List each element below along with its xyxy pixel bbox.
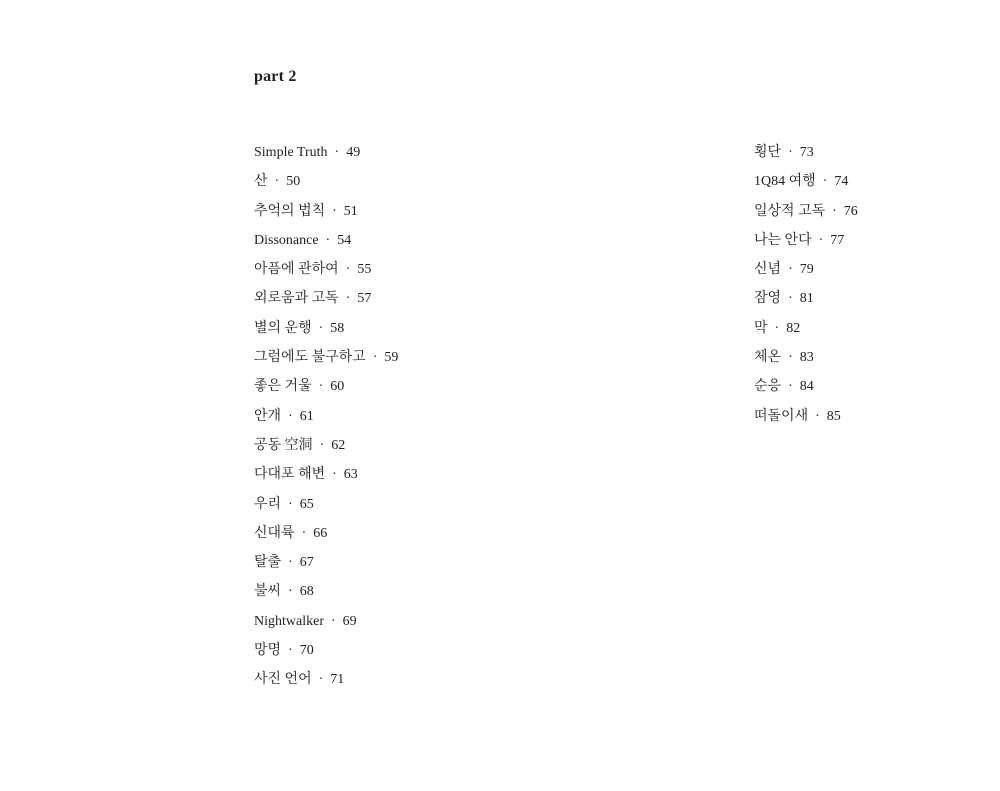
toc-separator: · [288,584,293,600]
toc-entry-title: 아픔에 관하여 [254,262,339,278]
toc-entry-page: 65 [299,496,314,512]
toc-entry-title: Nightwalker [254,613,324,629]
toc-entry-page: 62 [331,437,346,453]
toc-entry [754,289,858,318]
toc-entry [254,670,398,699]
toc-entry-page: 57 [357,291,372,307]
toc-entry [254,319,398,348]
toc-right-column [754,143,858,436]
toc-entry-page: 66 [313,525,328,541]
toc-entry-page: 68 [299,584,314,600]
toc-entry [254,612,398,641]
toc-entry-page: 67 [299,555,314,571]
toc-entry-title: 막 [754,320,768,336]
toc-entry [254,524,398,553]
toc-entry-title: 탈출 [254,555,282,571]
toc-separator: · [774,320,780,336]
toc-entry-title: 외로움과 고독 [254,291,339,307]
toc-separator: · [788,145,793,160]
toc-entry-title: 사진 언어 [254,672,312,688]
toc-entry [754,348,858,377]
toc-entry-title: 우리 [254,496,282,512]
toc-entry-title: 불씨 [254,584,282,600]
toc-separator: · [788,291,793,307]
toc-entry-page: 82 [786,320,801,336]
toc-entry-page: 76 [843,203,858,219]
toc-entry-page: 74 [834,174,849,190]
toc-entry [254,143,398,172]
toc-separator: · [832,203,837,219]
toc-entry [254,436,398,465]
toc-entry [254,202,398,231]
toc-entry-title: 체온 [754,350,782,366]
toc-entry-title: 좋은 거울 [254,379,312,395]
toc-entry-page: 71 [330,672,345,688]
toc-separator: · [318,672,324,688]
toc-entry-title: 공동 空洞 [254,437,313,453]
toc-entry-page: 63 [343,467,358,483]
toc-separator: · [288,555,293,571]
toc-separator: · [788,379,793,395]
toc-separator: · [345,291,351,307]
toc-entry [254,172,398,201]
toc-entry-page: 79 [799,262,814,278]
toc-entry-page: 84 [799,379,814,395]
toc-entry-page: 60 [330,379,345,395]
toc-entry [254,231,398,260]
toc-entry [254,407,398,436]
toc-entry-page: 83 [799,350,814,366]
toc-entry [254,260,398,289]
toc-entry-title: 별의 운행 [254,320,312,336]
toc-entry-page: 49 [346,145,361,160]
toc-separator: · [788,350,793,366]
toc-entry-title: 신대륙 [254,525,295,541]
toc-entry-page: 58 [330,320,345,336]
toc-separator: · [345,262,351,278]
toc-entry [754,319,858,348]
toc-entry-page: 77 [830,232,845,248]
toc-entry [254,553,398,582]
toc-separator: · [325,232,331,248]
toc-separator: · [318,320,324,336]
toc-separator: · [318,379,324,395]
toc-entry [754,407,858,436]
toc-separator: · [301,525,307,541]
toc-entry-page: 73 [799,145,814,160]
toc-entry-title: 다대포 해변 [254,467,326,483]
toc-entry-title: 그럼에도 불구하고 [254,350,366,366]
toc-entry-page: 51 [343,203,358,219]
toc-entry-title: 산 [254,174,268,190]
toc-entry [754,260,858,289]
toc-entry [254,465,398,494]
toc-entry-title: 일상적 고독 [754,203,826,219]
toc-separator: · [288,408,293,424]
toc-entry-title: 횡단 [754,145,782,160]
toc-entry-title: 1Q84 여행 [754,174,816,190]
toc-entry-page: 54 [337,232,352,248]
toc-entry-title: Simple Truth [254,145,328,160]
toc-entry-page: 85 [826,408,841,424]
toc-entry-title: 망명 [254,643,282,659]
toc-separator: · [288,496,293,512]
toc-entry-page: 70 [299,643,314,659]
toc-entry [254,377,398,406]
toc-entry [754,202,858,231]
toc-entry-title: Dissonance [254,232,319,248]
toc-entry [254,641,398,670]
toc-entry-page: 61 [299,408,314,424]
toc-entry-title: 안개 [254,408,282,424]
toc-entry-page: 55 [357,262,372,278]
toc-entry-page: 81 [799,291,814,307]
toc-entry-title: 떠돌이새 [754,408,809,424]
toc-separator: · [818,232,824,248]
toc-left-column [254,143,398,700]
toc-separator: · [332,467,337,483]
toc-separator: · [788,262,793,278]
part-title: part 2 [254,68,297,85]
toc-entry-title: 순응 [754,379,782,395]
toc-separator: · [274,174,280,190]
toc-entry [754,143,858,172]
toc-separator: · [372,350,378,366]
toc-separator: · [334,145,340,160]
toc-entry [254,495,398,524]
toc-entry [254,582,398,611]
toc-entry [254,289,398,318]
toc-entry-page: 59 [384,350,399,366]
toc-entry [754,172,858,201]
toc-entry-page: 69 [342,613,357,629]
toc-separator: · [332,203,337,219]
toc-entry-page: 50 [286,174,301,190]
toc-separator: · [815,408,820,424]
toc-entry [254,348,398,377]
toc-entry [754,377,858,406]
toc-entry [754,231,858,260]
toc-entry-title: 나는 안다 [754,232,812,248]
toc-separator: · [822,174,828,190]
toc-separator: · [319,437,325,453]
toc-entry-title: 추억의 법칙 [254,203,326,219]
toc-separator: · [288,643,293,659]
toc-entry-title: 잠영 [754,291,782,307]
toc-entry-title: 신념 [754,262,782,278]
toc-separator: · [330,613,336,629]
